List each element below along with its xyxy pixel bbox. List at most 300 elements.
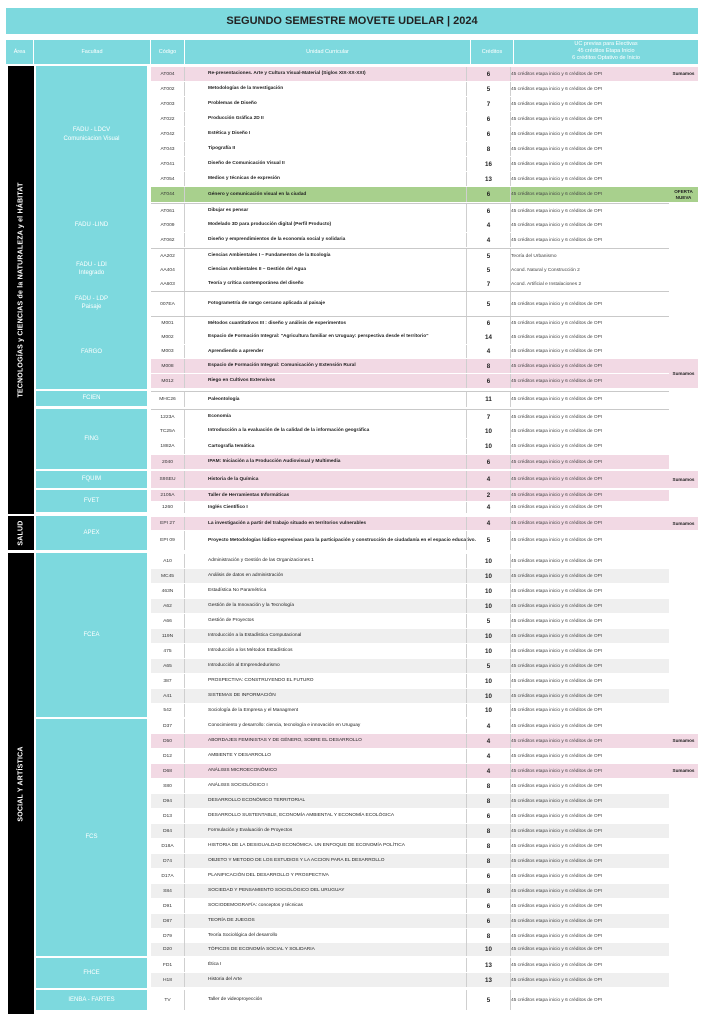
- course-credits: 4: [466, 734, 511, 748]
- table-row: [151, 674, 669, 688]
- course-name: Sociología de la Empresa y el Managment: [208, 707, 299, 713]
- course-code: M008: [151, 359, 185, 373]
- course-name: Cartografía temática: [208, 443, 255, 449]
- course-code: D68: [151, 764, 185, 778]
- course-prerequisites: 45 créditos etapa inicio y 6 créditos de OPI: [511, 538, 603, 543]
- table-row: [151, 248, 669, 263]
- course-credits: 4: [466, 764, 511, 778]
- course-prerequisites: 45 créditos etapa inicio y 6 créditos de OPI: [511, 678, 603, 684]
- course-name: La investigación a partir del trabajo situado en territorios vulnerables: [208, 520, 367, 526]
- course-prerequisites: 45 créditos etapa inicio y 6 créditos de OPI: [511, 378, 603, 384]
- table-row: [151, 291, 669, 316]
- note-sumamos: Sumamos: [669, 764, 698, 778]
- course-code: TC25A: [151, 424, 185, 438]
- course-prerequisites: 45 créditos etapa inicio y 6 créditos de OPI: [511, 428, 603, 434]
- table-row: [151, 157, 669, 171]
- course-code: M012: [151, 374, 185, 388]
- course-credits: 4: [466, 345, 511, 358]
- course-name: Teoría Sociológica del desarrollo: [208, 933, 278, 939]
- facultad-label: IENBA - FARTES: [68, 996, 115, 1003]
- course-code: FD1: [151, 958, 185, 972]
- course-code: D94: [151, 794, 185, 808]
- course-credits: 10: [466, 599, 511, 613]
- course-code: MHC26: [151, 392, 185, 407]
- course-code: 1260: [151, 502, 185, 513]
- header-unidad-curricular: Unidad Curricular: [185, 40, 470, 64]
- table-row: [151, 345, 669, 358]
- course-prerequisites: 45 créditos etapa inicio y 6 créditos de OPI: [511, 888, 603, 894]
- course-code: S9SEU: [151, 471, 185, 488]
- facultad-label: FQUIM: [81, 476, 102, 483]
- course-code: A10: [151, 554, 185, 568]
- course-name: TÓPICOS DE ECONOMÍA SOCIAL Y SOLIDARIA: [208, 946, 315, 952]
- course-prerequisites: 45 créditos etapa inicio y 6 créditos de OPI: [511, 71, 603, 77]
- course-code: M003: [151, 345, 185, 358]
- course-name: Riego en Cultivos Extensivos: [208, 378, 276, 384]
- table-row: [151, 659, 669, 673]
- course-prerequisites: 45 créditos etapa inicio y 6 créditos de OPI: [511, 459, 603, 465]
- course-name: Inglés Científico I: [208, 504, 248, 510]
- course-credits: 5: [466, 249, 511, 263]
- course-credits: 8: [466, 839, 511, 853]
- course-prerequisites: 45 créditos etapa inicio y 6 créditos de OPI: [511, 222, 603, 228]
- course-code: AT004: [151, 67, 185, 81]
- course-credits: 6: [466, 914, 511, 928]
- course-name: Gestión de Proyectos: [208, 618, 254, 624]
- facultad-fcea: [36, 553, 147, 717]
- area-band-salud: [8, 516, 34, 550]
- course-prerequisites: 45 créditos etapa inicio y 6 créditos de OPI: [511, 873, 603, 879]
- course-prerequisites: 45 créditos etapa inicio y 6 créditos de OPI: [511, 828, 603, 834]
- course-name: Métodos cuantitativos III : diseño y análisis de experimentos: [208, 320, 347, 326]
- table-row: [151, 142, 669, 156]
- table-row: [151, 471, 669, 488]
- table-row: [151, 764, 669, 778]
- course-name: Re-presentaciones. Arte y Cultura Visual-Material (Siglos XIX-XX-XXI): [208, 71, 366, 77]
- table-row: [151, 644, 669, 658]
- facultad-fadu-ldcv: [36, 66, 147, 203]
- course-name: Género y comunicación visual en la ciudad: [208, 191, 307, 197]
- table-row: [151, 263, 669, 277]
- course-prerequisites: 45 créditos etapa inicio y 6 créditos de OPI: [511, 933, 603, 939]
- course-prerequisites: 45 créditos etapa inicio y 6 créditos de OPI: [511, 349, 603, 354]
- table-row: [151, 502, 669, 513]
- facultad-fadu-ldp: [36, 290, 147, 316]
- course-code: S84: [151, 884, 185, 898]
- table-row: [151, 233, 669, 247]
- course-name: Espacio de Formación Integral: Comunicación y Extensión Rural: [208, 363, 356, 369]
- course-prerequisites: 45 créditos etapa inicio y 6 créditos de OPI: [511, 493, 603, 498]
- course-credits: 4: [466, 233, 511, 247]
- table-row: [151, 490, 669, 501]
- facultad-label: FVET: [83, 497, 100, 504]
- table-row: [151, 97, 669, 111]
- course-code: 463N: [151, 584, 185, 598]
- course-code: AT054: [151, 172, 185, 186]
- facultad-fquim: [36, 471, 147, 488]
- course-code: AT061: [151, 204, 185, 218]
- course-code: A41: [151, 689, 185, 703]
- course-credits: 10: [466, 554, 511, 568]
- table-row: [151, 277, 669, 291]
- course-code: AT043: [151, 142, 185, 156]
- table-row: [151, 929, 669, 943]
- table-row: [151, 839, 669, 853]
- course-code: D50: [151, 734, 185, 748]
- course-credits: 6: [466, 112, 511, 126]
- course-prerequisites: 45 créditos etapa inicio y 6 créditos de OPI: [511, 414, 603, 420]
- course-code: 387: [151, 674, 185, 688]
- course-credits: 10: [466, 629, 511, 643]
- course-name: ANÁLISIS SOCIOLÓGICO I: [208, 783, 268, 789]
- course-code: AT042: [151, 127, 185, 141]
- facultad-label: FARGO: [80, 349, 102, 356]
- course-code: M001: [151, 317, 185, 330]
- course-prerequisites: 45 créditos etapa inicio y 6 créditos de OPI: [511, 768, 603, 774]
- course-credits: 10: [466, 424, 511, 438]
- course-credits: 10: [466, 674, 511, 688]
- facultad-fhce: [36, 958, 147, 988]
- course-prerequisites: 45 créditos etapa inicio y 6 créditos de OPI: [511, 161, 603, 167]
- facultad-fadu-ldi: [36, 248, 147, 290]
- course-name: Estética y Diseño I: [208, 131, 251, 137]
- course-prerequisites: 45 créditos etapa inicio y 6 créditos de OPI: [511, 176, 603, 182]
- course-prerequisites: 45 créditos etapa inicio y 6 créditos de OPI: [511, 798, 603, 804]
- course-credits: 8: [466, 359, 511, 373]
- course-code: D79: [151, 929, 185, 943]
- header-codigo: Código: [151, 40, 184, 64]
- table-row: [151, 187, 669, 202]
- course-code: D91: [151, 899, 185, 913]
- course-name: OBJETO Y METODO DE LOS ESTUDIOS Y LA ACCION PARA EL DESARROLLO: [208, 858, 385, 864]
- facultad-label: FCS: [85, 834, 98, 841]
- course-code: 1223A: [151, 410, 185, 424]
- course-prerequisites: 45 créditos etapa inicio y 6 créditos de OPI: [511, 477, 603, 482]
- table-row: [151, 973, 669, 987]
- course-name: TEORÍA DE JUEGOS: [208, 918, 255, 924]
- facultad-fvet: [36, 490, 147, 512]
- course-name: Diseño y emprendimientos de la economía social y solidaria: [208, 237, 346, 243]
- header-area: Área: [6, 40, 33, 64]
- facultad-apex: [36, 516, 147, 550]
- course-prerequisites: 45 créditos etapa inicio y 6 créditos de OPI: [511, 663, 603, 669]
- course-prerequisites: 45 créditos etapa inicio y 6 créditos de OPI: [511, 947, 603, 952]
- course-name: Aprendiendo a aprender: [208, 348, 264, 354]
- table-row: [151, 854, 669, 868]
- course-credits: 6: [466, 67, 511, 81]
- course-name: Ciencias Ambientales I – Fundamentos de la Ecología: [208, 253, 331, 259]
- course-code: 119N: [151, 629, 185, 643]
- course-code: D17A: [151, 869, 185, 883]
- course-name: Historia del Arte: [208, 977, 242, 983]
- course-name: SISTEMAS DE INFORMACIÓN: [208, 693, 276, 699]
- course-code: AT044: [151, 187, 185, 202]
- course-credits: 8: [466, 929, 511, 943]
- course-prerequisites: 45 créditos etapa inicio y 6 créditos de OPI: [511, 618, 603, 624]
- course-prerequisites: 45 créditos etapa inicio y 6 créditos de OPI: [511, 192, 603, 197]
- table-row: [151, 517, 669, 530]
- table-row: [151, 614, 669, 628]
- table-row: [151, 809, 669, 823]
- course-code: 007EA: [151, 292, 185, 316]
- course-credits: 2: [466, 490, 511, 501]
- course-prerequisites: 45 créditos etapa inicio y 6 créditos de OPI: [511, 723, 603, 729]
- course-credits: 5: [466, 659, 511, 673]
- course-name: IPAM: Iniciación a la Producción Audiovisual y Multimedia: [208, 459, 341, 465]
- note-sumamos: Sumamos: [669, 471, 698, 488]
- course-name: Modelado 3D para producción digital (Perfil Producto): [208, 222, 332, 228]
- course-credits: 10: [466, 689, 511, 703]
- course-credits: 8: [466, 794, 511, 808]
- course-code: AA603: [151, 277, 185, 291]
- course-prerequisites: 45 créditos etapa inicio y 6 créditos de OPI: [511, 738, 603, 744]
- course-name: DESARROLLO SUSTENTABLE, ECONOMÍA AMBIENTAL Y ECONOMÍA ECOLÓGICA: [208, 813, 395, 819]
- course-credits: 5: [466, 82, 511, 96]
- note-sumamos: Sumamos: [669, 67, 698, 81]
- table-row: [151, 203, 669, 218]
- course-prerequisites: 45 créditos etapa inicio y 6 créditos de OPI: [511, 603, 603, 609]
- course-credits: 10: [466, 644, 511, 658]
- course-code: H18: [151, 973, 185, 987]
- course-credits: 13: [466, 172, 511, 186]
- course-prerequisites: 45 créditos etapa inicio y 6 créditos de OPI: [511, 301, 603, 307]
- course-credits: 6: [466, 869, 511, 883]
- facultad-label: FHCE: [83, 969, 100, 976]
- table-row: [151, 330, 669, 344]
- course-name: Proyecto Metodologías lúdico-expresivas para la participación y construcción de ciudadanía en el espacio educativo.: [208, 537, 476, 543]
- course-code: MC45: [151, 569, 185, 583]
- table-row: [151, 569, 669, 583]
- course-name: Historia de la Química: [208, 476, 259, 482]
- course-code: A62: [151, 599, 185, 613]
- course-code: 2105A: [151, 490, 185, 501]
- course-credits: 10: [466, 584, 511, 598]
- course-prerequisites: 45 créditos etapa inicio y 6 créditos de OPI: [511, 86, 603, 92]
- course-name: Ciencias Ambientales II – Gestión del Agua: [208, 267, 307, 273]
- course-name: Estadística No Paramétrica: [208, 588, 267, 594]
- course-prerequisites: 45 créditos etapa inicio y 6 créditos de OPI: [511, 558, 603, 564]
- course-name: Espacio de Formación Integral: "Agricultura familiar en Uruguay: perspectiva desde el territorio": [208, 334, 429, 340]
- course-code: 2040: [151, 455, 185, 469]
- table-row: [151, 914, 669, 928]
- course-credits: 6: [466, 187, 511, 202]
- table-row: [151, 67, 669, 81]
- facultad-label: APEX: [83, 529, 100, 536]
- course-credits: 5: [466, 614, 511, 628]
- course-name: Taller de videoproyección: [208, 997, 263, 1003]
- table-row: [151, 439, 669, 454]
- course-name: Introducción a los Métodos Estadísticos: [208, 648, 293, 654]
- course-prerequisites: 45 créditos etapa inicio y 6 créditos de OPI: [511, 633, 603, 639]
- course-name: Fotogrametría de rango cercano aplicada al paisaje: [208, 301, 326, 307]
- table-row: [151, 689, 669, 703]
- course-code: 1882A: [151, 439, 185, 454]
- table-row: [151, 374, 669, 388]
- course-code: D18A: [151, 839, 185, 853]
- course-credits: 6: [466, 455, 511, 469]
- table-row: [151, 359, 669, 373]
- course-prerequisites: Teoría del Urbanismo: [511, 253, 557, 259]
- course-prerequisites: Acond. Artificial e Instalaciones 2: [511, 281, 582, 287]
- note-sumamos: Sumamos: [669, 734, 698, 748]
- table-row: [151, 172, 669, 186]
- course-prerequisites: 45 créditos etapa inicio y 6 créditos de OPI: [511, 708, 603, 713]
- course-name: Paleontología: [208, 396, 240, 402]
- course-prerequisites: 45 créditos etapa inicio y 6 créditos de OPI: [511, 334, 603, 340]
- table-row: [151, 424, 669, 438]
- area-label-salud: SALUD: [17, 520, 25, 546]
- table-row: [151, 749, 669, 763]
- course-prerequisites: 45 créditos etapa inicio y 6 créditos de OPI: [511, 521, 603, 526]
- course-name: Teoría y crítica contemporánea del diseño: [208, 281, 304, 287]
- course-name: Economía: [208, 414, 231, 420]
- facultad-fargo: [36, 316, 147, 389]
- course-credits: 6: [466, 809, 511, 823]
- course-credits: 5: [466, 292, 511, 316]
- course-code: AA202: [151, 249, 185, 263]
- header-uc-previas: [514, 40, 698, 64]
- table-row: [151, 824, 669, 838]
- area-band-social-artistica: [8, 553, 34, 1014]
- table-row: [151, 779, 669, 793]
- facultad-fcs: [36, 719, 147, 956]
- course-credits: 13: [466, 973, 511, 987]
- course-name: Taller de Herramientas Informáticas: [208, 492, 290, 498]
- course-prerequisites: 45 créditos etapa inicio y 6 créditos de OPI: [511, 363, 603, 369]
- facultad-fcien: [36, 391, 147, 406]
- course-prerequisites: 45 créditos etapa inicio y 6 créditos de OPI: [511, 505, 603, 510]
- course-credits: 4: [466, 471, 511, 488]
- course-credits: 8: [466, 779, 511, 793]
- course-credits: 10: [466, 569, 511, 583]
- course-prerequisites: 45 créditos etapa inicio y 6 créditos de OPI: [511, 753, 603, 759]
- course-credits: 8: [466, 884, 511, 898]
- course-credits: 7: [466, 277, 511, 291]
- table-row: [151, 409, 669, 424]
- course-credits: 8: [466, 824, 511, 838]
- course-name: Medios y técnicas de expresión: [208, 176, 280, 182]
- course-name: Dibujar es pensar: [208, 208, 249, 214]
- course-name: Introducción al Emprendedurismo: [208, 663, 280, 669]
- note-oferta-nueva: OFERTA NUEVA: [669, 187, 698, 202]
- table-row: [151, 584, 669, 598]
- table-row: [151, 316, 669, 330]
- course-name: Metodologías de la Investigación: [208, 86, 284, 92]
- course-credits: 4: [466, 218, 511, 232]
- course-credits: 6: [466, 317, 511, 330]
- course-prerequisites: 45 créditos etapa inicio y 6 créditos de OPI: [511, 858, 603, 864]
- facultad-ienba-fartes: [36, 990, 147, 1010]
- table-row: [151, 869, 669, 883]
- course-credits: 5: [466, 990, 511, 1010]
- course-name: Formulación y Evaluación de Proyectos: [208, 828, 293, 834]
- course-credits: 4: [466, 749, 511, 763]
- facultad-label: FING: [84, 435, 99, 442]
- header-previas-line-3: 6 créditos Optativo de Inicio: [572, 55, 640, 61]
- table-row: [151, 990, 669, 1010]
- course-prerequisites: 45 créditos etapa inicio y 6 créditos de OPI: [511, 397, 603, 402]
- course-name: Diseño de Comunicación Visual II: [208, 161, 285, 167]
- course-credits: 10: [466, 439, 511, 454]
- area-label-social-artistica: SOCIAL Y ARTÍSTICA: [17, 745, 25, 822]
- table-row: [151, 629, 669, 643]
- course-credits: 4: [466, 517, 511, 530]
- course-prerequisites: 45 créditos etapa inicio y 6 créditos de OPI: [511, 208, 603, 214]
- course-name: Tipografía II: [208, 146, 236, 152]
- course-name: Análisis de datos en administración: [208, 573, 284, 579]
- course-name: Gestión de la Innovación y la Tecnología: [208, 603, 295, 609]
- course-name: Problemas de Diseño: [208, 101, 257, 107]
- table-header: [6, 40, 698, 64]
- facultad-label: FADU -LIND: [74, 222, 109, 229]
- course-credits: 5: [466, 531, 511, 550]
- course-code: AT009: [151, 218, 185, 232]
- course-name: PLANIFICACIÓN DEL DESARROLLO Y PROSPECTIVA: [208, 873, 329, 879]
- course-prerequisites: 45 créditos etapa inicio y 6 créditos de OPI: [511, 997, 603, 1003]
- facultad-label: FADU - LDP Paisaje: [74, 295, 108, 310]
- table-row: [151, 734, 669, 748]
- course-name: SOCIEDAD Y PENSAMIENTO SOCIOLÓGICO DEL URUGUAY: [208, 888, 345, 894]
- course-name: Producción Gráfica 2D II: [208, 116, 264, 122]
- course-code: D37: [151, 719, 185, 733]
- course-prerequisites: 45 créditos etapa inicio y 6 créditos de OPI: [511, 321, 603, 326]
- course-name: Administración y Gestión de las Organizaciones 1: [208, 558, 314, 564]
- course-name: Conocimiento y desarrollo: ciencia, tecnología e innovación en Uruguay: [208, 723, 361, 729]
- course-credits: 6: [466, 374, 511, 388]
- course-code: AA404: [151, 263, 185, 277]
- course-name: Ética I: [208, 962, 222, 968]
- course-credits: 7: [466, 97, 511, 111]
- course-code: A66: [151, 614, 185, 628]
- course-name: PROSPECTIVA: CONSTRUYENDO EL FUTURO: [208, 678, 314, 684]
- area-label-tecnologias: TECNOLOGÍAS y CIENCIAS de la NATURALEZA y el HÁBITAT: [17, 182, 25, 398]
- table-row: [151, 719, 669, 733]
- facultad-fing: [36, 409, 147, 469]
- course-code: D20: [151, 943, 185, 956]
- header-previas-line-2: 45 créditos Etapa Inicio: [577, 48, 635, 54]
- course-name: HISTORIA DE LA DESIGUALDAD ECONÓMICA. UN ENFOQUE DE ECONOMÍA POLÍTICA: [208, 843, 405, 849]
- facultad-fadu-lind: [36, 203, 147, 248]
- course-credits: 4: [466, 719, 511, 733]
- course-code: D13: [151, 809, 185, 823]
- table-row: [151, 958, 669, 972]
- course-prerequisites: 45 créditos etapa inicio y 6 créditos de OPI: [511, 918, 603, 924]
- table-row: [151, 218, 669, 232]
- course-code: TV: [151, 990, 185, 1010]
- course-credits: 7: [466, 410, 511, 424]
- table-row: [151, 554, 669, 568]
- course-credits: 6: [466, 127, 511, 141]
- table-row: [151, 794, 669, 808]
- table-row: [151, 391, 669, 407]
- note-sumamos: Sumamos: [669, 359, 698, 388]
- header-creditos: Créditos: [471, 40, 513, 64]
- course-name: DESARROLLO ECONÓMICO TERRITORIAL: [208, 798, 306, 804]
- course-prerequisites: 45 créditos etapa inicio y 6 créditos de OPI: [511, 977, 603, 983]
- course-prerequisites: 45 créditos etapa inicio y 6 créditos de OPI: [511, 444, 603, 449]
- table-row: [151, 112, 669, 126]
- course-credits: 8: [466, 142, 511, 156]
- course-prerequisites: 45 créditos etapa inicio y 6 créditos de OPI: [511, 116, 603, 122]
- facultad-label: FCIEN: [82, 395, 101, 402]
- course-code: D87: [151, 914, 185, 928]
- table-row: [151, 455, 669, 469]
- course-prerequisites: 45 créditos etapa inicio y 6 créditos de OPI: [511, 648, 603, 654]
- course-prerequisites: 45 créditos etapa inicio y 6 créditos de OPI: [511, 573, 603, 579]
- course-prerequisites: 45 créditos etapa inicio y 6 créditos de OPI: [511, 237, 603, 243]
- table-row: [151, 884, 669, 898]
- course-code: AT003: [151, 97, 185, 111]
